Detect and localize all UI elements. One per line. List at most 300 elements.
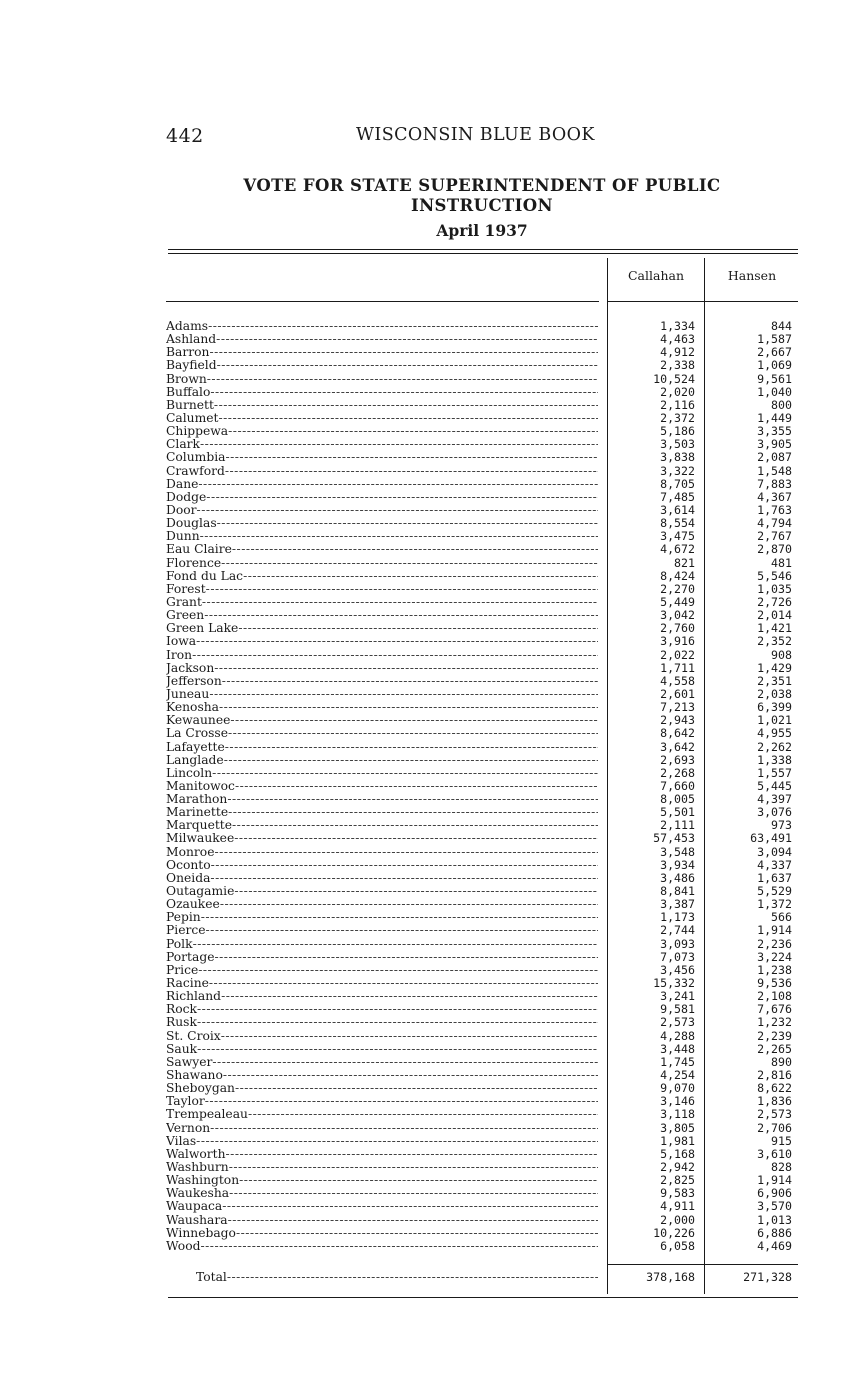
hansen-votes: 1,557 [757, 765, 792, 780]
hansen-votes: 973 [771, 818, 792, 833]
hansen-votes: 2,265 [757, 1041, 792, 1056]
hansen-votes: 5,445 [757, 778, 792, 793]
callahan-votes: 7,073 [660, 949, 695, 964]
county-name: Calumet ----- [166, 412, 598, 425]
table-row [166, 478, 798, 491]
callahan-votes: 3,503 [660, 437, 695, 452]
hansen-votes: 3,355 [757, 424, 792, 439]
county-name: Sheboygan ----- [166, 1082, 598, 1095]
table-row [166, 622, 798, 635]
county-name: Portage ----- [166, 951, 598, 964]
callahan-votes: 3,614 [660, 502, 695, 517]
county-name: Waukesha ----- [166, 1187, 598, 1200]
county-name: Oconto ----- [166, 859, 598, 872]
callahan-votes: 2,601 [660, 686, 695, 701]
hansen-votes: 828 [771, 1160, 792, 1174]
county-name: Polk ----- [166, 938, 598, 951]
table-row [166, 688, 798, 701]
hansen-votes: 6,906 [757, 1186, 792, 1201]
county-name: Crawford ----- [166, 465, 598, 478]
table-row [166, 1174, 798, 1187]
callahan-votes: 4,911 [660, 1199, 695, 1214]
table-row [166, 675, 798, 688]
hansen-votes: 9,536 [757, 976, 792, 991]
total-label: Total ----- [196, 1270, 598, 1284]
callahan-votes: 5,186 [660, 424, 695, 439]
table-row [166, 898, 798, 911]
callahan-votes: 8,841 [660, 884, 695, 899]
hansen-votes: 1,449 [757, 410, 792, 425]
county-name: Shawano ----- [166, 1069, 598, 1082]
hansen-votes: 2,706 [757, 1120, 792, 1135]
hansen-votes: 1,040 [757, 384, 792, 399]
county-name: Pierce ----- [166, 924, 598, 937]
callahan-votes: 3,548 [660, 844, 695, 859]
county-name: Wood ----- [166, 1240, 598, 1253]
callahan-votes: 2,268 [660, 765, 695, 780]
hansen-votes: 2,108 [757, 989, 792, 1004]
hansen-votes: 2,014 [757, 608, 792, 623]
hansen-votes: 908 [771, 647, 792, 662]
table-row [166, 872, 798, 885]
callahan-votes: 3,387 [660, 897, 695, 912]
hansen-votes: 1,238 [757, 962, 792, 977]
table-row [166, 951, 798, 964]
callahan-votes: 2,372 [660, 410, 695, 425]
table-row [166, 451, 798, 464]
table-row [166, 964, 798, 977]
county-name: Barron ----- [166, 346, 598, 359]
callahan-votes: 1,334 [660, 319, 695, 333]
table-row [166, 1187, 798, 1200]
callahan-votes: 8,005 [660, 792, 695, 807]
county-name: Dane ----- [166, 478, 598, 491]
callahan-votes: 4,254 [660, 1068, 695, 1083]
table-row [166, 911, 798, 924]
county-name: Grant ----- [166, 596, 598, 609]
county-name: Taylor ----- [166, 1095, 598, 1108]
county-name: Manitowoc ----- [166, 780, 598, 793]
table-row [166, 885, 798, 898]
table-row [166, 714, 798, 727]
table-row [166, 359, 798, 372]
table-row [166, 583, 798, 596]
callahan-votes: 2,825 [660, 1173, 695, 1188]
callahan-votes: 9,581 [660, 1002, 695, 1017]
callahan-votes: 8,424 [660, 568, 695, 583]
callahan-votes: 7,485 [660, 489, 695, 504]
callahan-votes: 2,270 [660, 581, 695, 596]
table-row [166, 846, 798, 859]
callahan-votes: 5,168 [660, 1146, 695, 1161]
county-name: Washington ----- [166, 1174, 598, 1187]
hansen-votes: 4,794 [757, 516, 792, 531]
table-row [166, 662, 798, 675]
table-row [166, 1095, 798, 1108]
callahan-votes: 3,456 [660, 962, 695, 977]
table-row [166, 977, 798, 990]
hansen-votes: 1,013 [757, 1212, 792, 1227]
hansen-votes: 4,469 [757, 1238, 792, 1253]
table-row [166, 635, 798, 648]
county-name: Green ----- [166, 609, 598, 622]
hansen-votes: 3,570 [757, 1199, 792, 1214]
table-row [166, 399, 798, 412]
county-name: Clark ----- [166, 438, 598, 451]
county-name: Iowa ----- [166, 635, 598, 648]
table-row [166, 386, 798, 399]
hansen-votes: 844 [771, 319, 792, 333]
callahan-votes: 5,501 [660, 805, 695, 820]
county-name: Eau Claire ----- [166, 543, 598, 556]
column-header-hansen: Hansen [727, 268, 777, 283]
table-row [166, 1108, 798, 1121]
callahan-votes: 2,744 [660, 923, 695, 938]
hansen-votes: 2,726 [757, 594, 792, 609]
hansen-votes: 2,262 [757, 739, 792, 754]
county-name: Racine ----- [166, 977, 598, 990]
table-row [166, 1227, 798, 1240]
hansen-votes: 1,069 [757, 358, 792, 373]
table-row [166, 754, 798, 767]
county-name: Richland ----- [166, 990, 598, 1003]
county-name: Ozaukee ----- [166, 898, 598, 911]
header-rule-values [607, 301, 798, 302]
hansen-votes: 2,816 [757, 1068, 792, 1083]
county-name: Marathon ----- [166, 793, 598, 806]
county-name: Trempealeau ----- [166, 1108, 598, 1121]
hansen-votes: 1,587 [757, 332, 792, 347]
table-row [166, 438, 798, 451]
callahan-votes: 2,116 [660, 397, 695, 412]
callahan-votes: 2,573 [660, 1015, 695, 1030]
county-rows [166, 320, 798, 1253]
county-name: Lincoln ----- [166, 767, 598, 780]
hansen-votes: 1,914 [757, 923, 792, 938]
callahan-votes: 2,020 [660, 384, 695, 399]
callahan-votes: 2,111 [660, 818, 695, 833]
hansen-votes: 481 [771, 555, 792, 570]
table-row [166, 1016, 798, 1029]
county-name: Lafayette ----- [166, 741, 598, 754]
county-name: Sauk ----- [166, 1043, 598, 1056]
hansen-votes: 5,546 [757, 568, 792, 583]
callahan-votes: 1,981 [660, 1133, 695, 1148]
hansen-votes: 915 [771, 1133, 792, 1148]
table-title-line-2: INSTRUCTION [410, 196, 554, 215]
table-row [166, 543, 798, 556]
county-name: Bayfield ----- [166, 359, 598, 372]
callahan-votes: 3,146 [660, 1094, 695, 1109]
table-row [166, 741, 798, 754]
county-name: Burnett ----- [166, 399, 598, 412]
callahan-votes: 3,118 [660, 1107, 695, 1122]
county-name: Marinette ----- [166, 806, 598, 819]
table-row [166, 333, 798, 346]
table-row [166, 465, 798, 478]
page-number: 442 [166, 125, 204, 147]
hansen-votes: 1,836 [757, 1094, 792, 1109]
table-row [166, 806, 798, 819]
county-name: Milwaukee ----- [166, 832, 598, 845]
hansen-votes: 2,667 [757, 345, 792, 360]
county-name: Winnebago ----- [166, 1227, 598, 1240]
hansen-votes: 9,561 [757, 371, 792, 386]
callahan-votes: 3,486 [660, 870, 695, 885]
header-rule-stub [166, 301, 599, 302]
callahan-votes: 2,000 [660, 1212, 695, 1227]
table-row [166, 425, 798, 438]
hansen-votes: 1,232 [757, 1015, 792, 1030]
table-row [166, 701, 798, 714]
callahan-votes: 2,942 [660, 1160, 695, 1174]
callahan-votes: 3,642 [660, 739, 695, 754]
table-row [166, 1082, 798, 1095]
county-name: St. Croix ----- [166, 1030, 598, 1043]
hansen-votes: 1,914 [757, 1173, 792, 1188]
hansen-votes: 1,429 [757, 660, 792, 675]
county-name: Juneau ----- [166, 688, 598, 701]
hansen-votes: 5,529 [757, 884, 792, 899]
county-name: Door ----- [166, 504, 598, 517]
table-row [166, 649, 798, 662]
table-row [166, 727, 798, 740]
callahan-votes: 3,475 [660, 529, 695, 544]
hansen-votes: 1,338 [757, 752, 792, 767]
table-row [166, 609, 798, 622]
running-title: WISCONSIN BLUE BOOK [356, 125, 595, 145]
callahan-votes: 1,711 [660, 660, 695, 675]
callahan-votes: 1,745 [660, 1054, 695, 1069]
hansen-votes: 2,351 [757, 673, 792, 688]
table-row [166, 1240, 798, 1253]
table-row [166, 1200, 798, 1213]
county-name: Buffalo ----- [166, 386, 598, 399]
table-date: April 1937 [436, 221, 528, 240]
hansen-votes: 6,399 [757, 700, 792, 715]
county-name: Jefferson ----- [166, 675, 598, 688]
hansen-votes: 3,610 [757, 1146, 792, 1161]
hansen-votes: 2,239 [757, 1028, 792, 1043]
callahan-votes: 4,288 [660, 1028, 695, 1043]
county-name: Waupaca ----- [166, 1200, 598, 1213]
hansen-votes: 3,905 [757, 437, 792, 452]
table-row [166, 1214, 798, 1227]
callahan-votes: 3,838 [660, 450, 695, 465]
callahan-votes: 2,338 [660, 358, 695, 373]
table-row [166, 990, 798, 1003]
callahan-votes: 3,093 [660, 936, 695, 951]
hansen-votes: 7,883 [757, 476, 792, 491]
table-row [166, 504, 798, 517]
table-row [166, 793, 798, 806]
callahan-votes: 4,912 [660, 345, 695, 360]
county-name: Dunn ----- [166, 530, 598, 543]
table-row [166, 1122, 798, 1135]
callahan-votes: 3,448 [660, 1041, 695, 1056]
hansen-votes: 800 [771, 397, 792, 412]
county-name: Washburn ----- [166, 1161, 598, 1174]
county-name: Dodge ----- [166, 491, 598, 504]
callahan-votes: 8,554 [660, 516, 695, 531]
callahan-votes: 4,672 [660, 542, 695, 557]
county-name: Ashland ----- [166, 333, 598, 346]
hansen-votes: 6,886 [757, 1225, 792, 1240]
table-row [166, 832, 798, 845]
callahan-votes: 15,332 [653, 976, 695, 991]
county-name: Kewaunee ----- [166, 714, 598, 727]
county-name: Vernon ----- [166, 1122, 598, 1135]
county-name: Jackson ----- [166, 662, 598, 675]
total-hansen: 271,328 [743, 1270, 792, 1284]
callahan-votes: 3,322 [660, 463, 695, 478]
table-row [166, 819, 798, 832]
table-row [166, 938, 798, 951]
table-row [166, 491, 798, 504]
hansen-votes: 2,767 [757, 529, 792, 544]
table-row [166, 1069, 798, 1082]
callahan-votes: 8,642 [660, 726, 695, 741]
county-name: Monroe ----- [166, 846, 598, 859]
callahan-votes: 2,022 [660, 647, 695, 662]
hansen-votes: 4,955 [757, 726, 792, 741]
table-row [166, 517, 798, 530]
hansen-votes: 7,676 [757, 1002, 792, 1017]
county-name: Brown ----- [166, 373, 598, 386]
callahan-votes: 5,449 [660, 594, 695, 609]
hansen-votes: 63,491 [750, 831, 792, 846]
hansen-votes: 1,763 [757, 502, 792, 517]
county-name: Vilas ----- [166, 1135, 598, 1148]
county-name: Green Lake ----- [166, 622, 598, 635]
table-row [166, 780, 798, 793]
county-name: Douglas ----- [166, 517, 598, 530]
callahan-votes: 57,453 [653, 831, 695, 846]
hansen-votes: 566 [771, 910, 792, 925]
page-header [166, 125, 798, 151]
hansen-votes: 2,352 [757, 634, 792, 649]
table-row [166, 1043, 798, 1056]
county-name: Forest ----- [166, 583, 598, 596]
hansen-votes: 4,337 [757, 857, 792, 872]
county-name: Adams ----- [166, 320, 598, 333]
table-title [166, 176, 798, 216]
top-rule-lower [168, 253, 798, 254]
table-title-line-1: VOTE FOR STATE SUPERINTENDENT OF PUBLIC [243, 176, 721, 195]
county-name: Pepin ----- [166, 911, 598, 924]
county-name: Price ----- [166, 964, 598, 977]
county-name: Rock ----- [166, 1003, 598, 1016]
county-name: Waushara ----- [166, 1214, 598, 1227]
county-name: Florence ----- [166, 557, 598, 570]
callahan-votes: 3,042 [660, 608, 695, 623]
callahan-votes: 2,693 [660, 752, 695, 767]
county-name: Marquette ----- [166, 819, 598, 832]
table-row [166, 570, 798, 583]
table-row [166, 346, 798, 359]
table-row [166, 1056, 798, 1069]
county-name: Kenosha ----- [166, 701, 598, 714]
hansen-votes: 1,637 [757, 870, 792, 885]
hansen-votes: 1,548 [757, 463, 792, 478]
hansen-votes: 4,367 [757, 489, 792, 504]
callahan-votes: 9,070 [660, 1081, 695, 1096]
hansen-votes: 1,021 [757, 713, 792, 728]
table-row [166, 596, 798, 609]
callahan-votes: 7,213 [660, 700, 695, 715]
column-header-callahan: Callahan [627, 268, 685, 283]
table-row [166, 1161, 798, 1174]
hansen-votes: 3,224 [757, 949, 792, 964]
county-name: Rusk ----- [166, 1016, 598, 1029]
county-name: Columbia ----- [166, 451, 598, 464]
top-rule-upper [168, 249, 798, 250]
callahan-votes: 821 [674, 555, 695, 570]
hansen-votes: 2,870 [757, 542, 792, 557]
hansen-votes: 1,035 [757, 581, 792, 596]
table-row [166, 924, 798, 937]
table-row [166, 373, 798, 386]
table-row [166, 412, 798, 425]
total-rule [607, 1264, 798, 1265]
table-row [166, 1003, 798, 1016]
county-name: Sawyer ----- [166, 1056, 598, 1069]
hansen-votes: 8,622 [757, 1081, 792, 1096]
hansen-votes: 2,038 [757, 686, 792, 701]
table-row [166, 530, 798, 543]
callahan-votes: 9,583 [660, 1186, 695, 1201]
county-name: Langlade ----- [166, 754, 598, 767]
callahan-votes: 1,173 [660, 910, 695, 925]
table-row [166, 1148, 798, 1161]
hansen-votes: 1,421 [757, 621, 792, 636]
hansen-votes: 4,397 [757, 792, 792, 807]
county-name: Oneida ----- [166, 872, 598, 885]
callahan-votes: 3,934 [660, 857, 695, 872]
county-name: Fond du Lac ----- [166, 570, 598, 583]
callahan-votes: 4,463 [660, 332, 695, 347]
callahan-votes: 2,760 [660, 621, 695, 636]
callahan-votes: 8,705 [660, 476, 695, 491]
callahan-votes: 3,241 [660, 989, 695, 1004]
callahan-votes: 10,524 [653, 371, 695, 386]
county-name: Iron ----- [166, 649, 598, 662]
table-row [166, 1030, 798, 1043]
callahan-votes: 10,226 [653, 1225, 695, 1240]
hansen-votes: 3,094 [757, 844, 792, 859]
hansen-votes: 2,573 [757, 1107, 792, 1122]
table-row [166, 320, 798, 333]
total-row [166, 1270, 798, 1284]
callahan-votes: 6,058 [660, 1238, 695, 1253]
hansen-votes: 1,372 [757, 897, 792, 912]
table-row [166, 557, 798, 570]
callahan-votes: 3,805 [660, 1120, 695, 1135]
callahan-votes: 2,943 [660, 713, 695, 728]
callahan-votes: 4,558 [660, 673, 695, 688]
county-name: Walworth ----- [166, 1148, 598, 1161]
table-row [166, 1135, 798, 1148]
hansen-votes: 3,076 [757, 805, 792, 820]
hansen-votes: 890 [771, 1054, 792, 1069]
bottom-rule [168, 1297, 798, 1298]
hansen-votes: 2,236 [757, 936, 792, 951]
county-name: Outagamie ----- [166, 885, 598, 898]
table-row [166, 859, 798, 872]
total-callahan: 378,168 [646, 1270, 695, 1284]
county-name: La Crosse ----- [166, 727, 598, 740]
hansen-votes: 2,087 [757, 450, 792, 465]
